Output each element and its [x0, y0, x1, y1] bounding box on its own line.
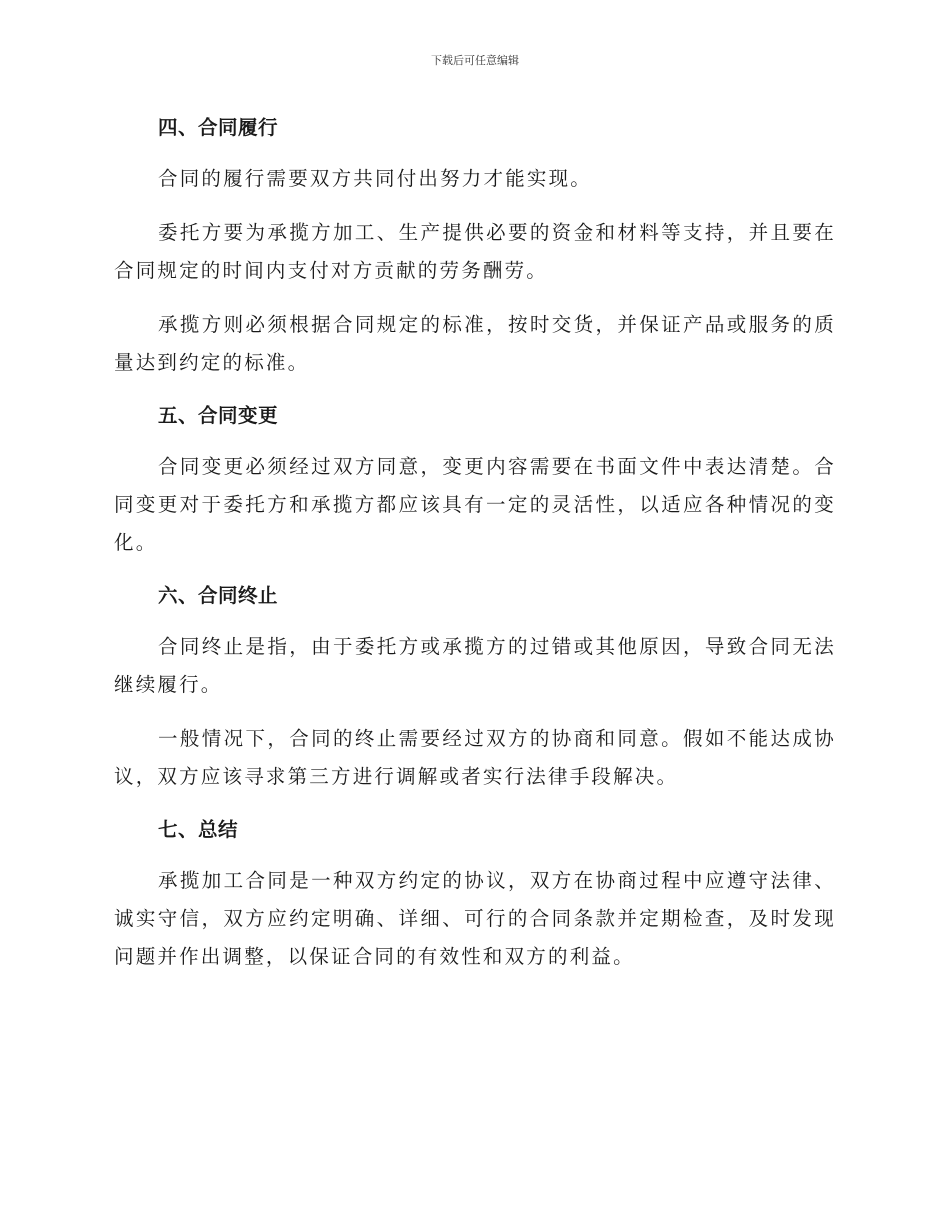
- paragraph: 承揽加工合同是一种双方约定的协议，双方在协商过程中应遵守法律、诚实守信，双方应约定明确、详细、可行的合同条款并定期检查，及时发现问题并作出调整，以保证合同的有效性和双方的利益。: [114, 869, 836, 968]
- page-header: 下载后可任意编辑: [431, 54, 519, 67]
- paragraph: 合同终止是指，由于委托方或承揽方的过错或其他原因，导致合同无法继续履行。: [114, 635, 836, 696]
- section-heading-performance: 四、合同履行: [158, 116, 279, 139]
- section-heading-termination: 六、合同终止: [158, 584, 279, 607]
- paragraph: 承揽方则必须根据合同规定的标准，按时交货，并保证产品或服务的质量达到约定的标准。: [114, 313, 836, 374]
- paragraph: 一般情况下，合同的终止需要经过双方的协商和同意。假如不能达成协议，双方应该寻求第三方进行调解或者实行法律手段解决。: [114, 727, 836, 788]
- document-body: [114, 110, 836, 976]
- section-heading-change: 五、合同变更: [158, 404, 279, 427]
- section-heading-summary: 七、总结: [158, 818, 239, 841]
- paragraph: 合同的履行需要双方共同付出努力才能实现。: [158, 167, 593, 190]
- paragraph: 合同变更必须经过双方同意，变更内容需要在书面文件中表达清楚。合同变更对于委托方和承揽方都应该具有一定的灵活性，以适应各种情况的变化。: [114, 455, 836, 554]
- paragraph: 委托方要为承揽方加工、生产提供必要的资金和材料等支持，并且要在合同规定的时间内支付对方贡献的劳务酬劳。: [114, 221, 836, 282]
